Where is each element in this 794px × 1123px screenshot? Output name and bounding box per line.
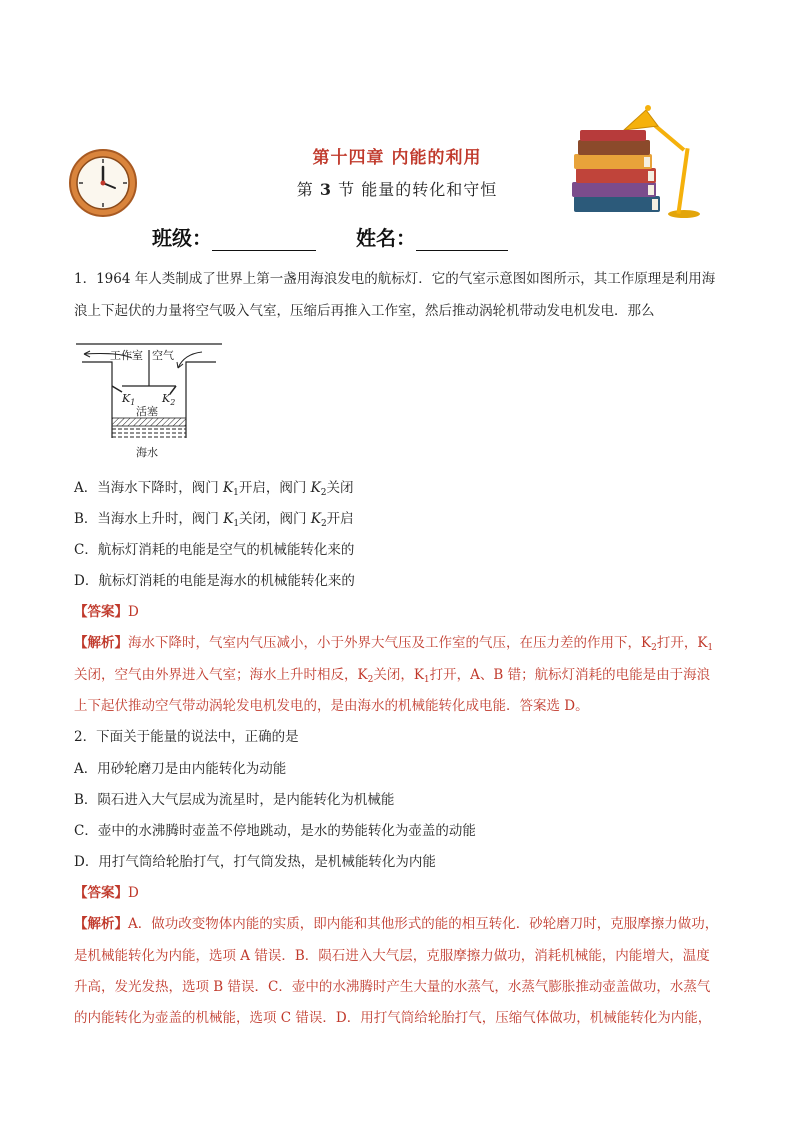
q2-stem: 2．下面关于能量的说法中，正确的是 bbox=[74, 729, 299, 745]
class-field[interactable] bbox=[212, 228, 316, 251]
q1-option-b: B．当海水上升时，阀门 $K_1$关闭，阀门 $K_2$开启 bbox=[74, 511, 354, 529]
q1-option-a: A．当海水下降时，阀门 $K_1$开启，阀门 $K_2$关闭 bbox=[74, 480, 354, 498]
q2-answer: 【答案】D bbox=[74, 885, 139, 901]
q2-option-d: D．用打气筒给轮胎打气，打气筒发热，是机械能转化为内能 bbox=[74, 854, 436, 870]
q2-analysis-line1: 【解析】A．做功改变物体内能的实质，即内能和其他形式的能的相互转化．砂轮磨刀时，克服摩擦力做功， bbox=[74, 916, 719, 932]
q2-analysis-line3: 升高，发光发热，选项 B 错误．C．壶中的水沸腾时产生大量的水蒸气，水蒸气膨胀推动壶盖做功，水蒸气 bbox=[74, 979, 711, 995]
label-k2-sub: 2 bbox=[170, 398, 176, 407]
name-field[interactable] bbox=[416, 228, 508, 251]
label-air: 空气 bbox=[152, 349, 174, 362]
label-piston: 活塞 bbox=[136, 405, 158, 418]
air-chamber-diagram bbox=[74, 338, 224, 464]
q1-stem-line1: 1．1964 年人类制成了世界上第一盏用海浪发电的航标灯．它的气室示意图如图所示，其工作原理是利用海 bbox=[74, 271, 716, 287]
q1-analysis-line1: 【解析】海水下降时，气室内气压减小，小于外界大气压及工作室的气压，在压力差的作用下，$K_2$打开，$K_1$ bbox=[74, 635, 714, 653]
q2-analysis-line4: 的内能转化为壶盖的机械能，选项 C 错误．D．用打气筒给轮胎打气，压缩气体做功，机械能转化为内能， bbox=[74, 1010, 712, 1026]
q1-option-c: C．航标灯消耗的电能是空气的机械能转化来的 bbox=[74, 542, 355, 558]
label-work-room: 工作室 bbox=[110, 349, 143, 362]
name-label: 姓名： bbox=[356, 226, 416, 250]
q2-analysis-line2: 是机械能转化为内能，选项 A 错误．B．陨石进入大气层，克服摩擦力做功，消耗机械能，内能增大，温度 bbox=[74, 948, 710, 964]
q1-stem-line2: 浪上下起伏的力量将空气吸入气室，压缩后再推入工作室，然后推动涡轮机带动发电机发电．那么 bbox=[74, 303, 655, 319]
label-k1-sub: 1 bbox=[130, 398, 136, 407]
q2-option-a: A．用砂轮磨刀是由内能转化为动能 bbox=[74, 761, 287, 777]
student-info-line bbox=[152, 222, 508, 251]
q2-option-b: B．陨石进入大气层成为流星时，是内能转化为机械能 bbox=[74, 792, 395, 808]
svg-text:K2 bbox=[161, 392, 175, 407]
q1-answer: 【答案】D bbox=[74, 604, 139, 620]
chapter-title: 第十四章 内能的利用 bbox=[312, 148, 482, 168]
label-k2: K bbox=[162, 392, 171, 405]
section-title: 第 3 节 能量的转化和守恒 bbox=[296, 180, 498, 199]
label-seawater: 海水 bbox=[136, 446, 158, 459]
svg-text:K1 bbox=[121, 392, 135, 407]
q1-option-d: D．航标灯消耗的电能是海水的机械能转化来的 bbox=[74, 573, 355, 589]
class-label: 班级： bbox=[152, 226, 212, 250]
q2-option-c: C．壶中的水沸腾时壶盖不停地跳动，是水的势能转化为壶盖的动能 bbox=[74, 823, 476, 839]
label-k1: K bbox=[122, 392, 131, 405]
q1-analysis-line2: 关闭，空气由外界进入气室；海水上升时相反，$K_2$关闭，$K_1$打开，A、B 错；航标灯消耗的电能是由于海浪 bbox=[74, 667, 711, 685]
q1-analysis-line3: 上下起伏推动空气带动涡轮发电机发电的，是由海水的机械能转化成电能．答案选 D。 bbox=[74, 698, 589, 714]
